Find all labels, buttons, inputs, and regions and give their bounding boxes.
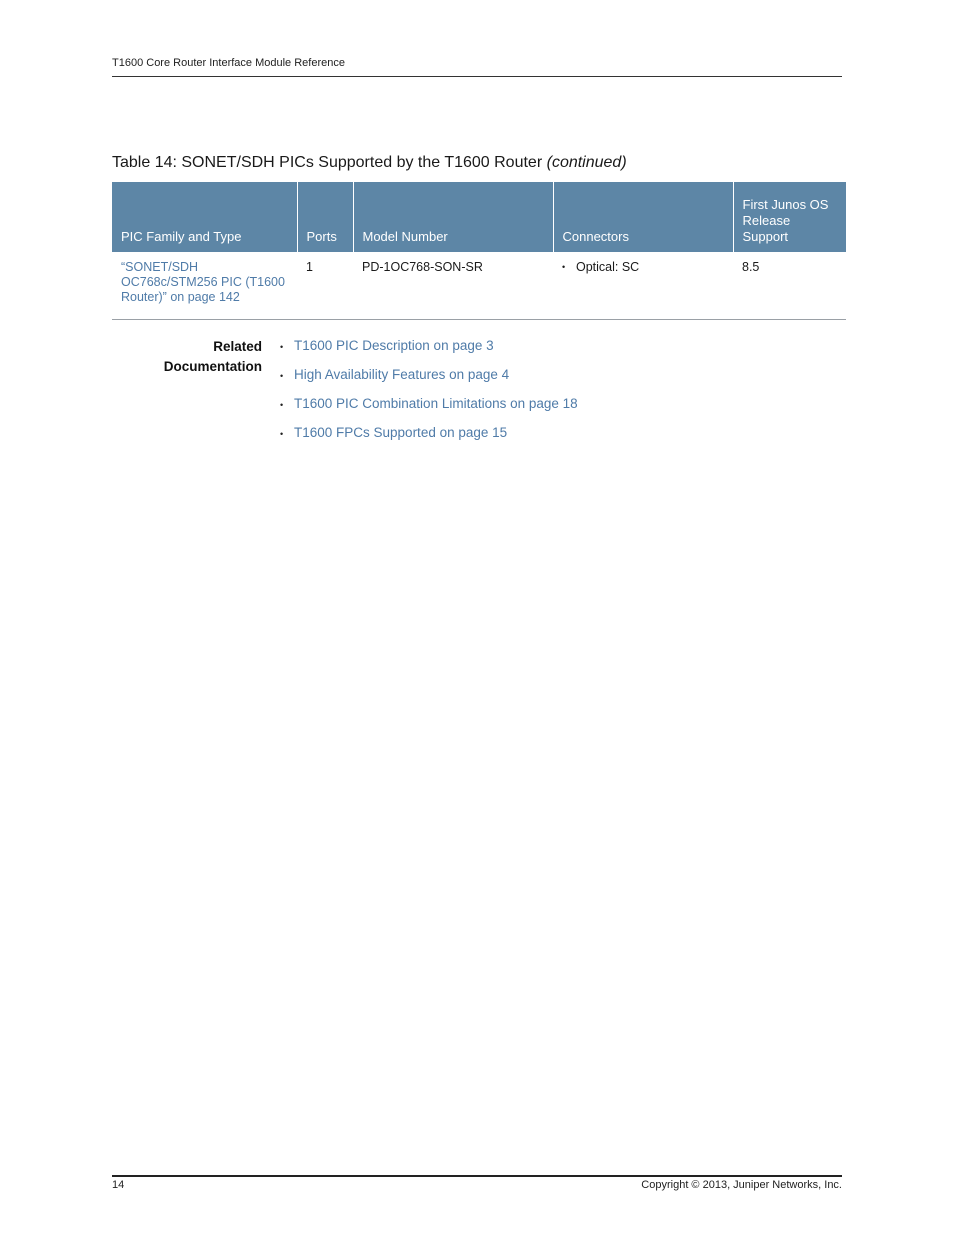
cell-ports: 1 (297, 252, 353, 320)
related-link-fpcs-supported[interactable]: T1600 FPCs Supported on page 15 (294, 425, 508, 440)
table-row (112, 252, 846, 320)
list-item (280, 424, 578, 453)
footer-divider (112, 1175, 842, 1177)
column-header-pic-family: PIC Family and Type (112, 182, 297, 252)
related-documentation-list (280, 337, 578, 453)
table-caption (112, 154, 627, 172)
related-label-line1: Related (213, 339, 262, 354)
cell-model-number: PD-1OC768-SON-SR (353, 252, 553, 320)
table-header-row (112, 182, 846, 252)
connector-value: Optical: SC (576, 260, 640, 274)
cell-pic-family (112, 252, 297, 320)
header-divider (112, 76, 842, 77)
bullet-icon: • (280, 400, 284, 410)
bullet-icon: • (562, 262, 566, 272)
bullet-icon: • (280, 371, 284, 381)
copyright-notice: Copyright © 2013, Juniper Networks, Inc. (641, 1179, 842, 1191)
related-link-pic-description[interactable]: T1600 PIC Description on page 3 (294, 338, 494, 353)
related-link-high-availability[interactable]: High Availability Features on page 4 (294, 367, 510, 382)
bullet-icon: • (280, 342, 284, 352)
column-header-model-number: Model Number (353, 182, 553, 252)
related-link-combination-limitations[interactable]: T1600 PIC Combination Limitations on page 18 (294, 396, 578, 411)
column-header-ports: Ports (297, 182, 353, 252)
related-documentation-label (112, 337, 262, 377)
related-label-line2: Documentation (163, 359, 262, 374)
table-caption-title: Table 14: SONET/SDH PICs Supported by the T1600 Router (112, 154, 543, 171)
cell-connectors (553, 252, 733, 320)
pic-family-link[interactable]: “SONET/SDH OC768c/STM256 PIC (T1600 Router)” on page 142 (121, 260, 285, 304)
table-caption-continued: (continued) (546, 154, 627, 171)
list-item (280, 395, 578, 424)
running-header: T1600 Core Router Interface Module Reference (112, 57, 345, 69)
list-item (280, 366, 578, 395)
page-number: 14 (112, 1179, 125, 1191)
column-header-release: First Junos OS Release Support (733, 182, 846, 252)
bullet-icon: • (280, 429, 284, 439)
list-item (280, 337, 578, 366)
cell-release: 8.5 (733, 252, 846, 320)
pic-support-table (112, 182, 846, 320)
column-header-connectors: Connectors (553, 182, 733, 252)
